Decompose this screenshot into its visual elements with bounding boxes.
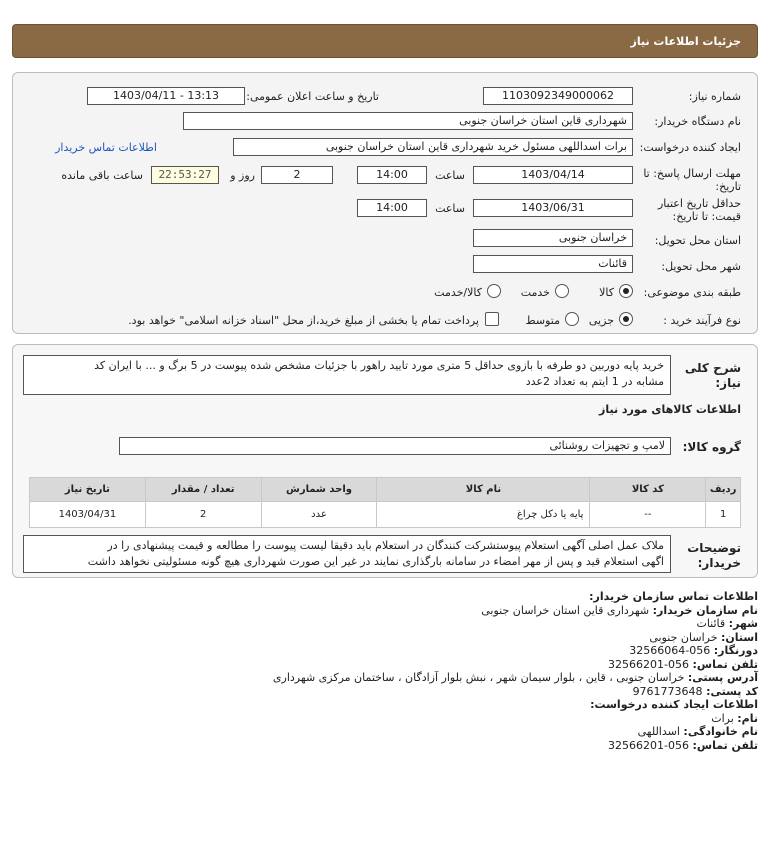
col-header-qty: تعداد / مقدار <box>145 478 261 502</box>
col-header-row: ردیف <box>706 478 741 502</box>
days-field: 2 <box>261 166 333 184</box>
summary-label: شرح کلی <box>684 361 741 375</box>
buyer-org-label: نام دستگاه خریدار: <box>654 115 741 128</box>
category-goods-radio[interactable] <box>619 284 633 298</box>
fax-label: دورنگار: <box>713 644 758 657</box>
items-table <box>29 477 741 528</box>
city-field: قائنات <box>473 255 633 273</box>
validity-time-label: ساعت <box>435 202 465 215</box>
goods-group-label: گروه کالا: <box>682 440 741 454</box>
category-goods-label: کالا <box>599 286 614 299</box>
contact-province-label: استان: <box>721 630 758 644</box>
need-number-label: شماره نیاز: <box>688 90 741 103</box>
buyer-notes-line-2: اگهی استعلام قید و پس از مهر امضاء در سامانه بارگذاری نمایند در غیر این صورت شهرداری هیچ گونه مسئولیتی نخواهد داشت <box>87 555 664 568</box>
page-title: جزئیات اطلاعات نیاز <box>630 34 741 48</box>
validity-label-2: قیمت: تا تاریخ: <box>672 210 741 223</box>
treasury-payment-checkbox[interactable] <box>485 312 499 326</box>
announce-label: تاریخ و ساعت اعلان عمومی: <box>246 90 379 103</box>
contact-province: خراسان جنوبی <box>649 630 718 644</box>
remaining-label: ساعت باقی مانده <box>61 169 143 182</box>
details-panel <box>12 344 758 578</box>
org-name-label: نام سازمان خریدار: <box>652 603 758 617</box>
creator-phone: 056-32566201 <box>608 738 690 752</box>
deadline-time-label: ساعت <box>435 169 465 182</box>
province-label: استان محل تحویل: <box>654 234 741 247</box>
announce-value: 1403/04/11 - 13:13 <box>112 89 220 102</box>
buyer-contact-link[interactable]: اطلاعات تماس خریدار <box>55 141 157 154</box>
postal-code: 9761773648 <box>632 684 703 698</box>
process-label: نوع فرآیند خرید : <box>663 314 741 327</box>
cell-qty: 2 <box>145 502 261 528</box>
deadline-label: مهلت ارسال پاسخ: تا <box>643 167 741 180</box>
postal-code-label: کد پستی: <box>706 684 758 698</box>
org-name: شهرداری قاین استان خراسان جنوبی <box>481 603 650 617</box>
phone-label: تلفن تماس: <box>692 657 758 671</box>
cell-code: -- <box>590 502 706 528</box>
category-service-label: خدمت <box>520 286 550 299</box>
address: خراسان جنوبی ، قاین ، بلوار سیمان شهر ، نبش بلوار آزادگان ، ساختمان مرکزی شهرداری <box>272 671 685 684</box>
col-header-code: کد کالا <box>590 478 706 502</box>
table-header-row <box>30 478 741 502</box>
first-name: برات <box>711 711 734 725</box>
creator-phone-label: تلفن تماس: <box>692 738 758 752</box>
remaining-time-field: 22:53:27 <box>151 166 219 184</box>
col-header-name: نام کالا <box>377 478 590 502</box>
summary-text-line-2: مشابه در 1 ایتم به تعداد 2عدد <box>525 375 664 388</box>
first-name-label: نام: <box>737 711 758 725</box>
page-header <box>12 24 758 58</box>
buyer-notes-label-2: خریدار: <box>697 556 741 570</box>
buyer-notes-box <box>23 535 671 573</box>
goods-info-title: اطلاعات کالاهای مورد نیاز <box>599 403 741 416</box>
process-minor-label: جزیی <box>588 314 614 327</box>
creator-label: ایجاد کننده درخواست: <box>639 141 741 154</box>
process-medium-label: متوسط <box>525 314 560 327</box>
category-goods-service-label: کالا/خدمت <box>434 286 482 299</box>
last-name-label: نام خانوادگی: <box>683 725 758 738</box>
buyer-org-field: شهرداری قاین استان خراسان جنوبی <box>183 112 633 130</box>
payment-note: پرداخت تمام یا بخشی از مبلغ خرید،از محل "اسناد خزانه اسلامی" خواهد بود. <box>128 314 479 327</box>
category-goods-service-radio[interactable] <box>487 284 501 298</box>
buyer-notes-label: توضیحات <box>687 541 741 555</box>
process-minor-radio[interactable] <box>619 312 633 326</box>
category-service-radio[interactable] <box>555 284 569 298</box>
col-header-date: تاریخ نیاز <box>30 478 146 502</box>
summary-label-2: نیاز: <box>715 376 741 390</box>
need-number-field: 1103092349000062 <box>483 87 633 105</box>
request-info-panel <box>12 72 758 334</box>
fax-number: 056-32566064 <box>629 644 711 657</box>
process-medium-radio[interactable] <box>565 312 579 326</box>
cell-row: 1 <box>706 502 741 528</box>
validity-label: حداقل تاریخ اعتبار <box>657 197 741 210</box>
cell-name: پایه یا دکل چراغ <box>377 502 590 528</box>
validity-date-field: 1403/06/31 <box>473 199 633 217</box>
validity-time-field: 14:00 <box>357 199 427 217</box>
category-label: طبقه بندی موضوعی: <box>643 286 741 299</box>
deadline-label-2: تاریخ: <box>715 180 741 193</box>
last-name: اسداللهی <box>637 725 680 738</box>
city-label: شهر محل تحویل: <box>661 260 741 273</box>
announce-field <box>87 87 245 105</box>
summary-text-line-1: خرید پایه دوربین دو طرفه با بازوی حداقل 5 متری مورد تایید راهور با جزئیات مشخص شده پیوست در 5 برگ و ... با ایران کد <box>94 359 664 372</box>
creator-contact-title: اطلاعات ایجاد کننده درخواست: <box>590 698 758 711</box>
contact-city: قائنات <box>696 617 726 630</box>
province-field: خراسان جنوبی <box>473 229 633 247</box>
buyer-notes-line-1: ملاک عمل اصلی آگهی استعلام پیوستشرکت کنندگان در استعلام باید دقیقا لیست پیوست را مطالعه و قیمت پیشنهادی را در <box>107 539 664 552</box>
phone-number: 056-32566201 <box>608 657 690 671</box>
creator-field: برات اسداللهی مسئول خرید شهرداری قاین استان خراسان جنوبی <box>233 138 633 156</box>
summary-box <box>23 355 671 395</box>
org-contact-title: اطلاعات تماس سازمان خریدار: <box>589 590 758 603</box>
cell-unit: عدد <box>261 502 377 528</box>
table-row <box>30 502 741 528</box>
cell-date: 1403/04/31 <box>30 502 146 528</box>
address-label: آدرس پستی: <box>687 671 758 684</box>
deadline-time-field: 14:00 <box>357 166 427 184</box>
col-header-unit: واحد شمارش <box>261 478 377 502</box>
days-label: روز و <box>230 169 255 182</box>
contact-section <box>18 590 758 752</box>
goods-group-field: لامپ و تجهیزات روشنائی <box>119 437 671 455</box>
contact-city-label: شهر: <box>728 617 758 630</box>
deadline-date-field: 1403/04/14 <box>473 166 633 184</box>
